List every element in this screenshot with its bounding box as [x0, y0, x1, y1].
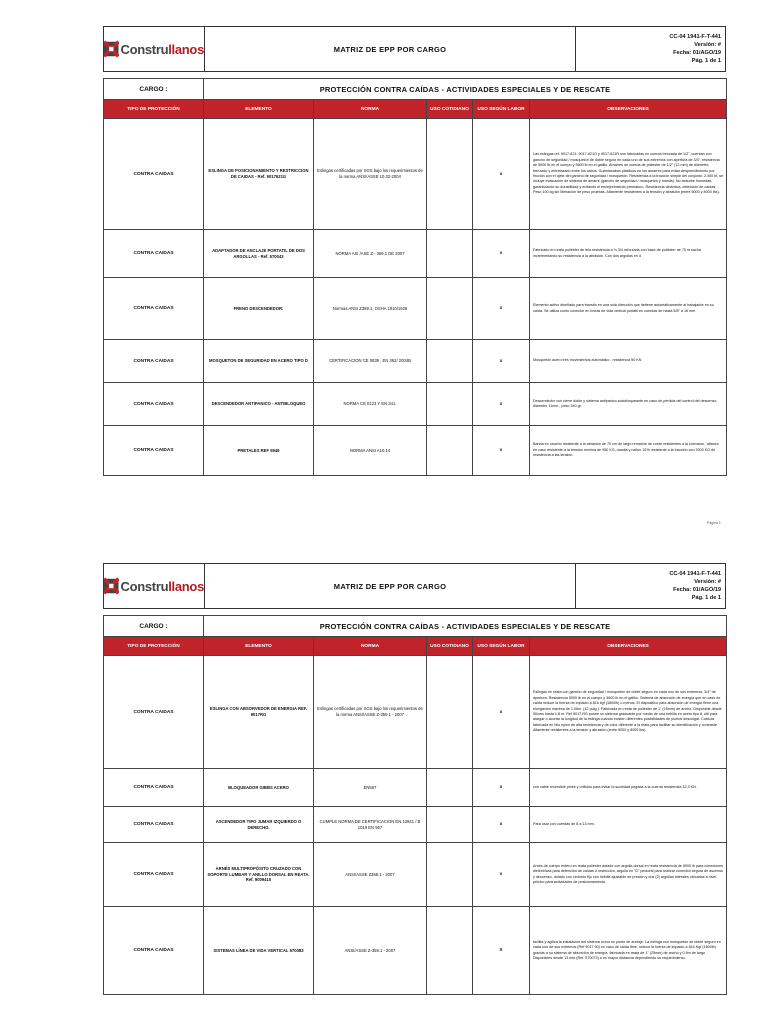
table-header-row: [104, 637, 727, 656]
cell-observaciones: Las eslingas ref. 9017-621, 9017-621G y 9017-621R son fabricadas en cuerda trenzada de 1/2", cuentan con gancho de seguridad / mosquetón de doble seguro en cada uno de sus extremos con apertura de 3/4", resistencia de 5000 lb en el cuerpo y 3600 lb en el gatillo. Amarres de cuerda de poliéster de 1/2" (12 mm) de diámetro, trenzado y entrelazado entre los cabos. Guardacabos plásticos en los amarres para evitar desprendimiento por fricción con el ojete del gancho de seguridad / mosquetón. Resistencia a la tracción simple del conjunto: 2.300 kf, se incluye evaluación de sistema de amarre (gancho de seguridad / mosquetón y manila). No absorbe humedad, garantizando su durabilidad y evitando el envejecimiento prematuro. Resistencia dinámica, detección de caídas: Peso 100 kg sin liberación de peso pruebas. Altamente resistentes a la tensión y abrasión (entre 6000 y 8000 lbs).: [530, 119, 727, 230]
cell-uso-cotidiano: [427, 907, 473, 995]
table-row: [104, 230, 727, 278]
cargo-title: PROTECCIÓN CONTRA CAÍDAS - ACTIVIDADES ESPECIALES Y DE RESCATE: [204, 616, 727, 637]
cell-elemento: MOSQUETON DE SEGURIDAD EN ACERO TIPO D: [204, 340, 314, 383]
column-header: OBSERVACIONES: [530, 100, 727, 119]
cell-tipo: CONTRA CAIDAS: [104, 383, 204, 426]
cell-uso-labor: x: [473, 426, 530, 476]
document-code: CC-04 1941-F-T-441: [669, 571, 721, 577]
cell-observaciones: Para usar con cuerdas de 8 a 13 mm.: [530, 807, 727, 843]
table-row: [104, 340, 727, 383]
page-number: Página 1: [707, 521, 721, 525]
table-row: [104, 769, 727, 807]
cell-uso-labor: x: [473, 807, 530, 843]
cell-uso-labor: x: [473, 769, 530, 807]
cell-elemento: BLOQUEADOR GIBBS ACERO: [204, 769, 314, 807]
cell-elemento: SISTEMAS LÍNEA DE VIDA VERTICAL 570083: [204, 907, 314, 995]
column-header: USO COTIDIANO: [427, 100, 473, 119]
cargo-label: CARGO :: [104, 616, 204, 637]
cell-uso-cotidiano: [427, 426, 473, 476]
cell-observaciones: Banda en caucho resistente a la abrasión de 70 cm de largo remache de cobre resistentes a la corrosion, 'afianzo en caso resistente a la tension mínima de 950 KG, manila y nailon 10% resistente a la tracción con 3000 KG de resistencia a las tensión.: [530, 426, 727, 476]
company-logo: [104, 27, 205, 71]
document-version: Versión: #: [694, 42, 721, 48]
table-row: [104, 119, 727, 230]
cell-norma: Eslingas certificadas por SGS bajo los requerimientos de la norma ANSI/ASSE 10.32-2004: [314, 119, 427, 230]
cell-norma: NORMA ANSI A10.14: [314, 426, 427, 476]
cell-uso-labor: x: [473, 119, 530, 230]
cargo-title: PROTECCIÓN CONTRA CAÍDAS - ACTIVIDADES ESPECIALES Y DE RESCATE: [204, 79, 727, 100]
cell-observaciones: Arnés de cuerpo entero en reata poliéster dotado con argolla dorsal en reata resistencia de 5000 lb para conexiones dieléctricas para detención de caídas o restricción, argolla en "D" pectoral para realizar conexión segura de ascenso y descenso, dotado con cinturón fijo con hebilla ajustable de presión y dos (2) argollas laterales ubicadas a nivel pélvico para actividades de posicionamiento.: [530, 843, 727, 907]
column-header: ELEMENTO: [204, 637, 314, 656]
cell-elemento: ASCENDEDOR TIPO JUMAR IZQUIERDO O DERECHO.: [204, 807, 314, 843]
document-meta: [576, 27, 725, 71]
cell-uso-labor: x: [473, 843, 530, 907]
cell-uso-cotidiano: [427, 340, 473, 383]
cell-tipo: CONTRA CAIDAS: [104, 426, 204, 476]
column-header: USO SEGÚN LABOR: [473, 100, 530, 119]
table-header-row: [104, 100, 727, 119]
cell-observaciones: facilita y agiliza la instalación del sistema como un punto de anclaje. La eslinga con mosquetón de doble seguro en cada uno de sus extremos (Ref 9017 90) en caso de caída libre, reduce la fuerza de impacto a 816 Kgf (1800lb) gracias a su sistema de absorción de energía. fabricada en reata de 1" (25mm) de ancho y 0.9m de largo Disponibles desde 13 mts (Ref. 570073) o en mayor distancia dependiendo su requerimiento.: [530, 907, 727, 995]
document-version: Versión: #: [694, 579, 721, 585]
cell-uso-labor: x: [473, 340, 530, 383]
cell-tipo: CONTRA CAIDAS: [104, 843, 204, 907]
document-header: [103, 26, 726, 72]
cell-observaciones: Descendedor con cierre doble y sistema antipanico autobloqueante en caso de pérdida del control del descenso. diámetro 11mm , peso 340 gr.: [530, 383, 727, 426]
cell-uso-labor: x: [473, 383, 530, 426]
cell-tipo: CONTRA CAIDAS: [104, 278, 204, 340]
column-header: USO COTIDIANO: [427, 637, 473, 656]
document-date: Fecha: 01/AGO/19: [673, 50, 721, 56]
cell-uso-labor: x: [473, 278, 530, 340]
cell-uso-cotidiano: [427, 383, 473, 426]
column-header: TIPO DE PROTECCIÓN: [104, 637, 204, 656]
cell-uso-labor: x: [473, 230, 530, 278]
document-title: MATRIZ DE EPP POR CARGO: [205, 564, 576, 608]
column-header: NORMA: [314, 637, 427, 656]
cell-uso-cotidiano: [427, 769, 473, 807]
document-sheet-1: [103, 26, 726, 476]
cell-observaciones: con cable reversible pines y orificios para evitar la suciedad pegada a la cuerda resistencia 32,3 KN.: [530, 769, 727, 807]
document-title: MATRIZ DE EPP POR CARGO: [205, 27, 576, 71]
epp-table: [103, 615, 727, 995]
cell-elemento: ESLINGA DE POSICIONAMIENTO Y RESTRICCION DE CAIDAS - Ref. 9017621G: [204, 119, 314, 230]
cell-uso-labor: x: [473, 656, 530, 769]
document-page: Pág. 1 de 1: [691, 58, 721, 64]
cell-norma: NORMA ASI /ASE Z - 359.1 DE 2007: [314, 230, 427, 278]
cell-norma: CUMPLE NORMA DE CERTIFICACION EN 12841 / B 1019 EN 567: [314, 807, 427, 843]
construllanos-logo-icon: [104, 39, 119, 59]
document-sheet-2: [103, 563, 726, 995]
table-row: [104, 383, 727, 426]
document-header: [103, 563, 726, 609]
cell-tipo: CONTRA CAIDAS: [104, 656, 204, 769]
cargo-label: CARGO :: [104, 79, 204, 100]
cell-norma: EN567: [314, 769, 427, 807]
company-logo: [104, 564, 205, 608]
cell-tipo: CONTRA CAIDAS: [104, 230, 204, 278]
cell-uso-labor: X: [473, 907, 530, 995]
cell-tipo: CONTRA CAIDAS: [104, 340, 204, 383]
cargo-row: [104, 616, 727, 637]
document-meta: [576, 564, 725, 608]
cell-uso-cotidiano: [427, 807, 473, 843]
cell-tipo: CONTRA CAIDAS: [104, 807, 204, 843]
document-page: Pág. 1 de 1: [691, 595, 721, 601]
cell-uso-cotidiano: [427, 119, 473, 230]
cell-observaciones: Mosquetón acero tres movimientos automático , resistencia 50 KN: [530, 340, 727, 383]
cell-uso-cotidiano: [427, 230, 473, 278]
cell-elemento: ADAPTADOR DE ANCLAJE PORTATIL DE DOS ARGOLLAS - Ref. 570043: [204, 230, 314, 278]
cell-norma: CERTIFICACION CE 0639 , EN 362/ 2004B: [314, 340, 427, 383]
cell-elemento: ARNÉS MULTIPROPÓSITO CRUZADO CON SOPORTE LUMBAR Y ANILLO DORSAL EN REATA. Ref. 9009410: [204, 843, 314, 907]
cell-observaciones: Fabricado en reata poliéster de tela resistencia a ¾ 3/4 reforzada con base de poliéster de 70 m sacha incrementando su resistencia a la abrasión. Con dos argollas en d: [530, 230, 727, 278]
construllanos-logo-icon: [104, 576, 119, 596]
epp-table: [103, 78, 727, 476]
table-row: [104, 656, 727, 769]
cell-observaciones: Eslingas en reata con gancho de seguridad / mosquetón de doble seguro en cada uno de sus extremos, 3/4" de apertura. Resistencia 5000 lb en el cuerpo y 3600 lb en el gatillo. Sistema de absorción de energía que en caso de caída reduce la fuerza de impacto a 816 kgf (1800lb) o menos. El dispositivo para absorción de energía tiene una elongación máxima de 1.06m. (42 pulg.). Fabricada en reata de poliéster de 1" (25mm) de ancho. Disponible desde 90cms hasta 1.8 m. Ref 9017-RG posee un sistema graduable por medio de una hebilla en acero tipo 8, útil para alargar o acortar la longitud de la eslinga cuando existen diferentes posibilidades de puntos descolgar. Costura fabricada en hilo nylon de alta resistencia y de color diferente a la reata para facilitar su identificación y contraste. Altamente resistentes a la tensión y abrasión (entre 6000 y 8000 lbs).: [530, 656, 727, 769]
column-header: NORMA: [314, 100, 427, 119]
cell-elemento: PRETALES REF 5949: [204, 426, 314, 476]
cell-tipo: CONTRA CAIDAS: [104, 769, 204, 807]
cell-elemento: FRENO DESCENDEDOR:: [204, 278, 314, 340]
cell-tipo: CONTRA CAIDAS: [104, 907, 204, 995]
cell-elemento: DESCENDEDOR ANTIPANICO - ANTIBLOQUEO: [204, 383, 314, 426]
column-header: OBSERVACIONES: [530, 637, 727, 656]
company-name: Construllanos: [120, 41, 204, 57]
table-row: [104, 426, 727, 476]
column-header: TIPO DE PROTECCIÓN: [104, 100, 204, 119]
cell-observaciones: Elemento activo diseñado para transito en una sola dirección que detiene automáticamente al trabajador en su caída. Se utiliza como conector en líneas de vida vertical portátil en cuerdas de hasta 5/8" a 16 mm: [530, 278, 727, 340]
table-row: [104, 278, 727, 340]
cell-uso-cotidiano: [427, 278, 473, 340]
column-header: USO SEGÚN LABOR: [473, 637, 530, 656]
table-row: [104, 907, 727, 995]
cell-norma: NORMA CE 0123 Y EN 341.: [314, 383, 427, 426]
cell-uso-cotidiano: [427, 843, 473, 907]
cell-tipo: CONTRA CAIDAS: [104, 119, 204, 230]
document-date: Fecha: 01/AGO/19: [673, 587, 721, 593]
cell-elemento: ESLINGA CON ABSORVEDOR DE ENERGIA REF. 9017RG: [204, 656, 314, 769]
table-row: [104, 843, 727, 907]
cargo-row: [104, 79, 727, 100]
cell-norma: Eslingas certificadas por SGS bajo los requerimientos de la norma ANSI/ASSE Z-359.1 - 2007: [314, 656, 427, 769]
cell-uso-cotidiano: [427, 656, 473, 769]
table-row: [104, 807, 727, 843]
cell-norma: ANSI/ASSE Z-359.1 - 2007: [314, 907, 427, 995]
company-name: Construllanos: [120, 578, 204, 594]
document-code: CC-04 1941-F-T-441: [669, 34, 721, 40]
cell-norma: Normas ANSI Z359.1, OSHA 1910/1926: [314, 278, 427, 340]
cell-norma: ANSI/ASSE Z359.1 - 2007: [314, 843, 427, 907]
column-header: ELEMENTO: [204, 100, 314, 119]
